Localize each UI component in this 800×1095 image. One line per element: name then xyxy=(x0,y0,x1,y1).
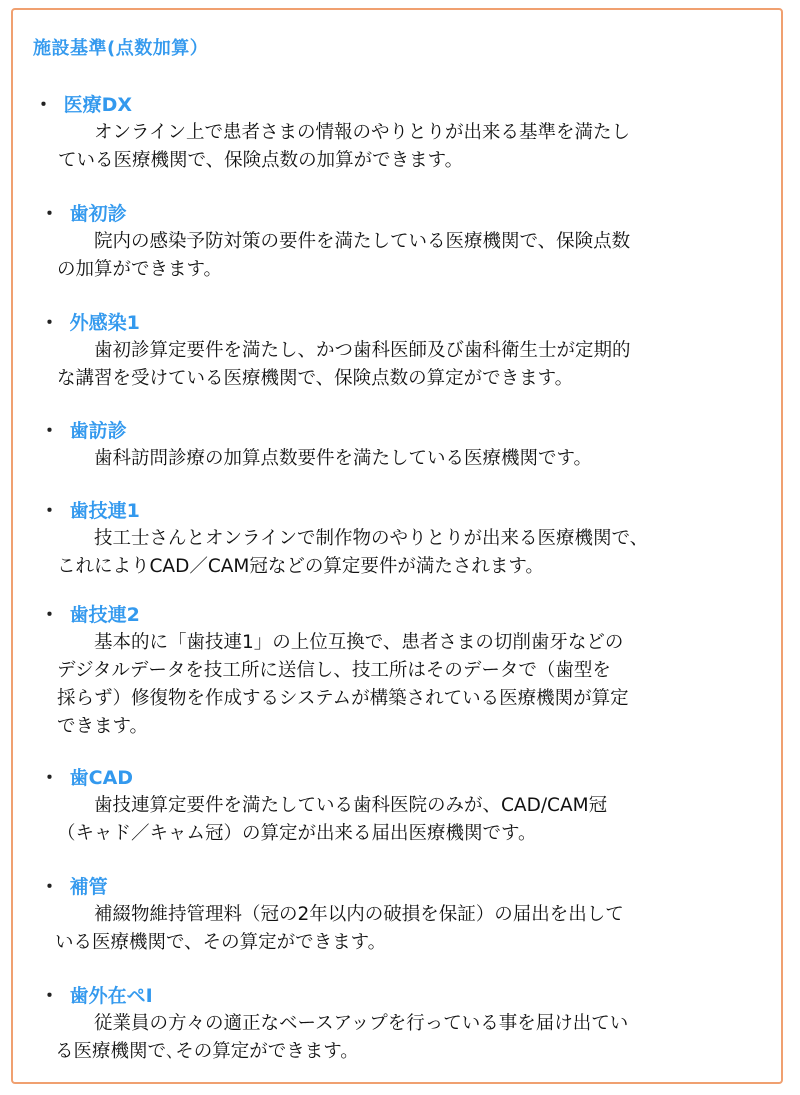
description-line: 歯科訪問診療の加算点数要件を満たしている医療機関です。 xyxy=(94,448,593,469)
item-heading-shigiren2 xyxy=(40,602,140,628)
item-heading-shigaizaipe1 xyxy=(40,983,153,1009)
description-line: 院内の感染予防対策の要件を満たしている医療機関で、保険点数 xyxy=(94,231,631,252)
item-description-shigaizaipe1 xyxy=(55,1010,628,1066)
page-title: 施設基準(点数加算） xyxy=(33,38,209,59)
bullet: ・ xyxy=(40,876,60,898)
item-description-shishoshin xyxy=(57,228,630,284)
description-line: デジタルデータを技工所に送信し、技工所はそのデータで（歯型を xyxy=(57,660,611,681)
item-label: 歯技連1 xyxy=(69,500,140,522)
description-line: いる医療機関で、その算定ができます。 xyxy=(55,932,387,953)
description-line: な講習を受けている医療機関で、保険点数の算定ができます。 xyxy=(57,368,574,389)
description-line: 採らず）修復物を作成するシステムが構築されている医療機関が算定 xyxy=(57,688,629,709)
item-heading-shicad xyxy=(40,765,133,791)
bullet: ・ xyxy=(40,604,60,626)
item-heading-hokan xyxy=(40,874,108,900)
description-line: 歯初診算定要件を満たし、かつ歯科医師及び歯科衛生士が定期的 xyxy=(94,340,631,361)
bullet: ・ xyxy=(40,312,60,334)
description-line: できます。 xyxy=(57,716,149,737)
item-description-shigiren1 xyxy=(57,525,648,581)
item-description-hokan xyxy=(55,901,624,957)
description-line: 技工士さんとオンラインで制作物のやりとりが出来る医療機関で、 xyxy=(94,528,649,549)
description-line: オンライン上で患者さまの情報のやりとりが出来る基準を満たし xyxy=(94,122,630,143)
item-heading-iryo-dx xyxy=(34,92,132,118)
description-line: 歯技連算定要件を満たしている歯科医院のみが、CAD/CAM冠 xyxy=(94,795,608,816)
item-heading-shishoshin xyxy=(40,201,127,227)
description-line: ている医療機関で、保険点数の加算ができます。 xyxy=(58,150,464,171)
item-label: 補管 xyxy=(69,876,108,898)
item-label: 歯CAD xyxy=(69,767,134,789)
item-description-shicad xyxy=(57,792,607,848)
item-heading-shigiren1 xyxy=(40,498,140,524)
bullet: ・ xyxy=(34,94,54,116)
description-line: の加算ができます。 xyxy=(57,259,223,280)
item-label: 歯初診 xyxy=(69,203,127,225)
item-label: 医療DX xyxy=(63,94,133,116)
item-label: 歯技連2 xyxy=(69,604,140,626)
item-label: 外感染1 xyxy=(69,312,140,334)
item-label: 歯外在ペⅠ xyxy=(69,985,153,1007)
bullet: ・ xyxy=(40,420,60,442)
description-line: 従業員の方々の適正なベースアップを行っている事を届け出てい xyxy=(94,1013,629,1034)
bullet: ・ xyxy=(40,500,60,522)
bullet: ・ xyxy=(40,767,60,789)
description-line: 基本的に「歯技連1」の上位互換で、患者さまの切削歯牙などの xyxy=(94,632,624,653)
description-line: （キャド／キャム冠）の算定が出来る届出医療機関です。 xyxy=(57,823,537,844)
item-description-shigiren2 xyxy=(57,629,629,741)
item-heading-gaikansen1 xyxy=(40,310,140,336)
bullet: ・ xyxy=(40,985,60,1007)
item-heading-shihoshin xyxy=(40,418,127,444)
bullet: ・ xyxy=(40,203,60,225)
item-label: 歯訪診 xyxy=(69,420,127,442)
item-description-shihoshin xyxy=(57,445,592,473)
description-line: る医療機関で､その算定ができます。 xyxy=(55,1041,359,1062)
item-description-gaikansen1 xyxy=(57,337,631,393)
description-line: 補綴物維持管理料（冠の2年以内の破損を保証）の届出を出して xyxy=(94,904,624,925)
item-description-iryo-dx xyxy=(58,119,630,175)
description-line: これによりCAD／CAM冠などの算定要件が満たされます。 xyxy=(57,556,544,577)
